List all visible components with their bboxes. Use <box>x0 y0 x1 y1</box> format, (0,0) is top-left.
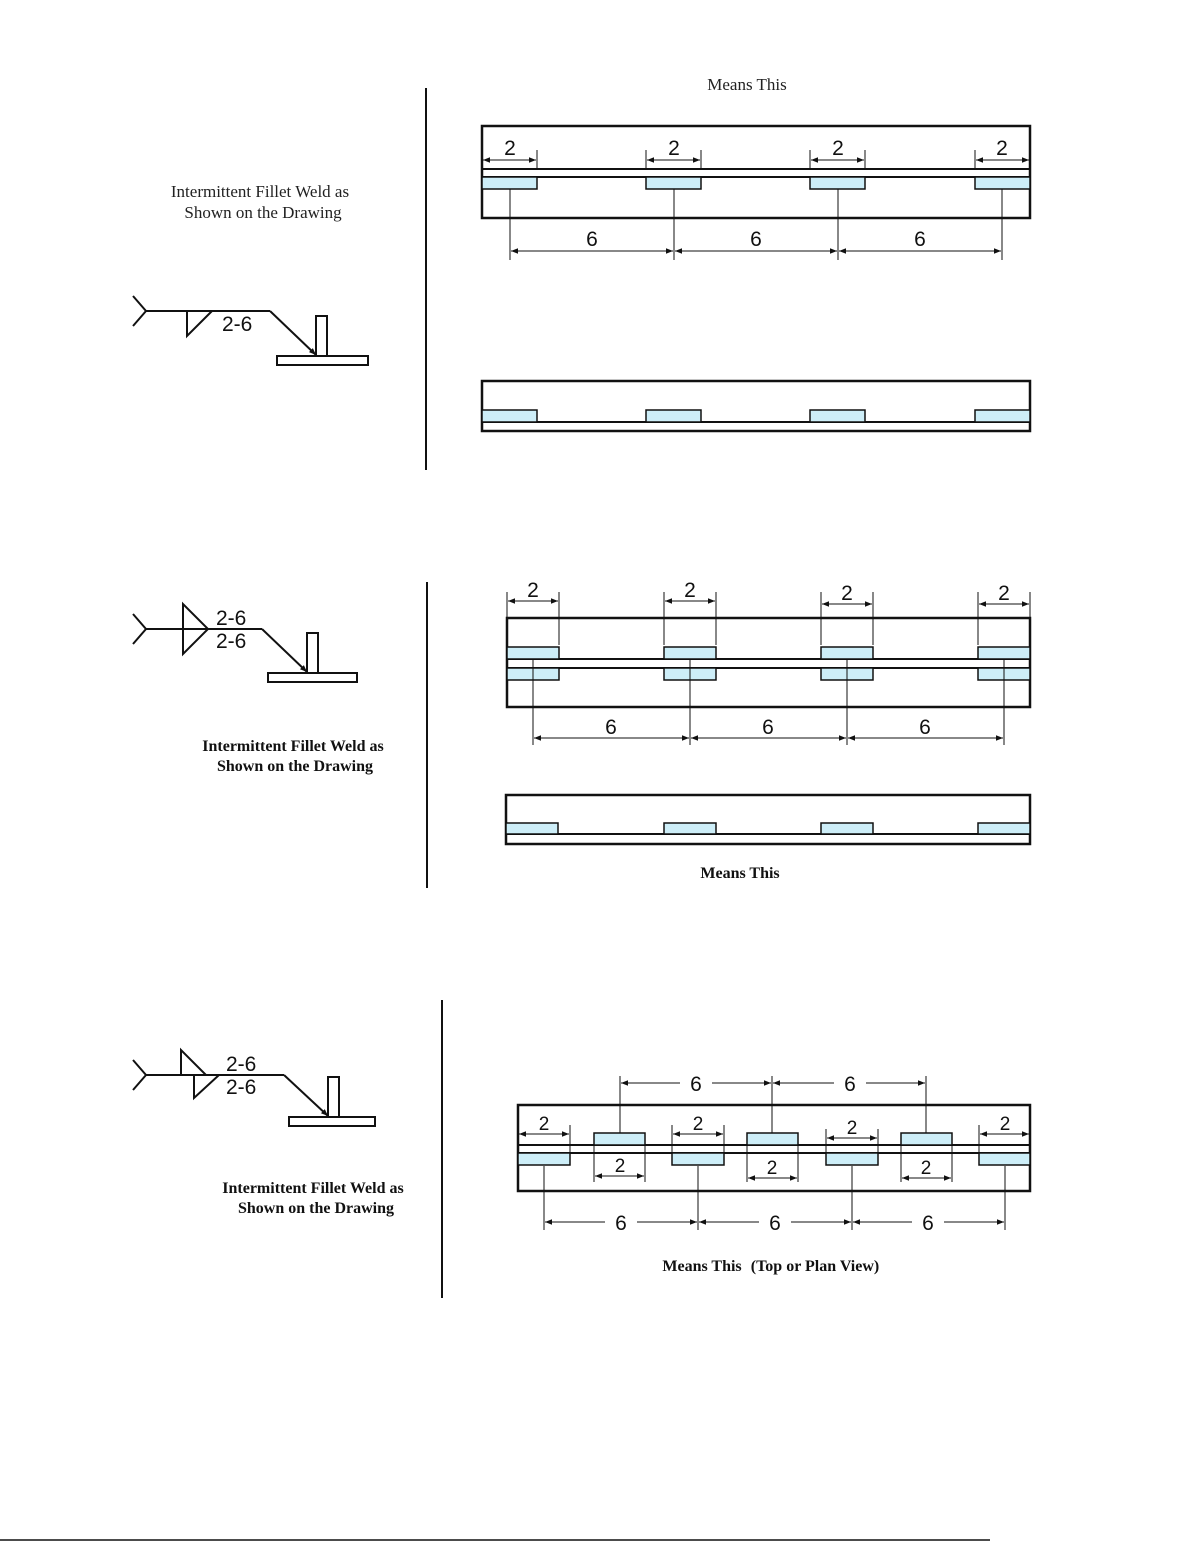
weld-segment <box>978 823 1030 834</box>
section-2-symbol-label-bottom: 2-6 <box>216 630 247 653</box>
weld-segment <box>978 647 1030 659</box>
tee-flange <box>289 1117 375 1126</box>
pitch-label: 6 <box>762 716 774 739</box>
weld-segment <box>594 1133 645 1145</box>
weld-segment <box>821 647 873 659</box>
weld-length-label: 2 <box>504 137 516 160</box>
weld-length-label: 2 <box>832 137 844 160</box>
weld-segment <box>664 647 716 659</box>
weld-length-label: 2 <box>846 1118 858 1139</box>
section-2 <box>133 579 1030 888</box>
section-2-top-view <box>507 579 1030 745</box>
weld-length-label: 2 <box>999 1114 1011 1135</box>
section-2-side-view <box>506 795 1030 844</box>
pitch-label: 6 <box>922 1212 934 1235</box>
tee-stem <box>316 316 327 356</box>
arrow-line <box>270 311 316 355</box>
weld-segment <box>646 177 701 189</box>
weld-segment <box>810 410 865 422</box>
section-3-plan-view <box>518 1072 1030 1235</box>
pitch-dimensions <box>533 660 1004 745</box>
section-3-means-label: Means This <box>662 1258 742 1275</box>
section-1-weld-symbol <box>133 296 368 365</box>
section-3-caption-line2: Shown on the Drawing <box>237 1200 395 1217</box>
tail-icon <box>133 296 146 326</box>
pitch-label: 6 <box>605 716 617 739</box>
plate-outline <box>507 618 1030 707</box>
stem-elevation <box>506 795 1030 844</box>
weld-segment <box>506 823 558 834</box>
weld-length-label: 2 <box>998 582 1010 605</box>
section-1-top-view <box>482 126 1030 260</box>
pitch-label: 6 <box>844 1073 856 1096</box>
tee-stem <box>328 1077 339 1117</box>
weld-length-label: 2 <box>920 1158 932 1179</box>
arrow-line <box>262 629 307 672</box>
section-1-symbol-label: 2-6 <box>222 313 253 336</box>
weld-segment <box>672 1153 724 1165</box>
weld-segment <box>810 177 865 189</box>
section-3-view-label: (Top or Plan View) <box>750 1258 880 1275</box>
weld-length-label: 2 <box>996 137 1008 160</box>
weld-segment <box>901 1133 952 1145</box>
weld-length-dimensions <box>482 137 1030 170</box>
section-3-caption-line1: Intermittent Fillet Weld as <box>222 1180 404 1197</box>
weld-segment <box>821 823 873 834</box>
section-1-side-view <box>482 381 1030 431</box>
stem-elevation <box>482 381 1030 431</box>
section-3 <box>133 1000 1030 1298</box>
pitch-label: 6 <box>769 1212 781 1235</box>
section-2-weld-symbol <box>133 604 357 682</box>
weld-segment <box>975 177 1030 189</box>
pitch-label: 6 <box>914 228 926 251</box>
section-1 <box>133 75 1030 470</box>
weld-segment <box>646 410 701 422</box>
section-2-caption-line1: Intermittent Fillet Weld as <box>202 738 384 755</box>
weld-length-label: 2 <box>538 1114 550 1135</box>
weld-segment <box>482 177 537 189</box>
fillet-weld-symbol-icon <box>187 311 212 336</box>
section-1-caption-line2: Shown on the Drawing <box>184 203 342 222</box>
tee-flange <box>268 673 357 682</box>
tee-flange <box>277 356 368 365</box>
tee-stem <box>307 633 318 673</box>
weld-length-dimensions <box>518 1114 1030 1182</box>
weld-length-label: 2 <box>684 579 696 602</box>
weld-segment <box>747 1133 798 1145</box>
tail-icon <box>133 614 146 644</box>
top-pitch-dimensions <box>620 1072 926 1133</box>
pitch-dimensions <box>510 189 1002 260</box>
weld-segment <box>975 410 1030 422</box>
section-2-symbol-label-top: 2-6 <box>216 607 247 630</box>
weld-segment <box>482 410 537 422</box>
pitch-label: 6 <box>615 1212 627 1235</box>
pitch-label: 6 <box>919 716 931 739</box>
weld-length-label: 2 <box>692 1114 704 1135</box>
weld-segment <box>664 823 716 834</box>
section-3-symbol-label-top: 2-6 <box>226 1053 257 1076</box>
weld-segment <box>518 1153 570 1165</box>
weld-length-label: 2 <box>614 1156 626 1177</box>
weld-length-label: 2 <box>527 579 539 602</box>
weld-segment <box>507 647 559 659</box>
weld-length-label: 2 <box>841 582 853 605</box>
arrow-line <box>284 1075 328 1116</box>
section-2-means-label: Means This <box>700 865 780 882</box>
section-3-weld-symbol <box>133 1050 375 1126</box>
section-2-caption-line2: Shown on the Drawing <box>216 758 374 775</box>
section-1-means-label: Means This <box>707 75 787 94</box>
pitch-label: 6 <box>690 1073 702 1096</box>
weld-segment <box>826 1153 878 1165</box>
section-1-caption-line1: Intermittent Fillet Weld as <box>170 182 350 201</box>
pitch-label: 6 <box>750 228 762 251</box>
weld-length-label: 2 <box>766 1158 778 1179</box>
pitch-label: 6 <box>586 228 598 251</box>
weld-segment <box>979 1153 1030 1165</box>
plate-outline <box>482 126 1030 218</box>
weld-length-dimensions <box>507 579 1030 645</box>
weld-length-label: 2 <box>668 137 680 160</box>
section-3-symbol-label-bottom: 2-6 <box>226 1076 257 1099</box>
tail-icon <box>133 1060 146 1090</box>
